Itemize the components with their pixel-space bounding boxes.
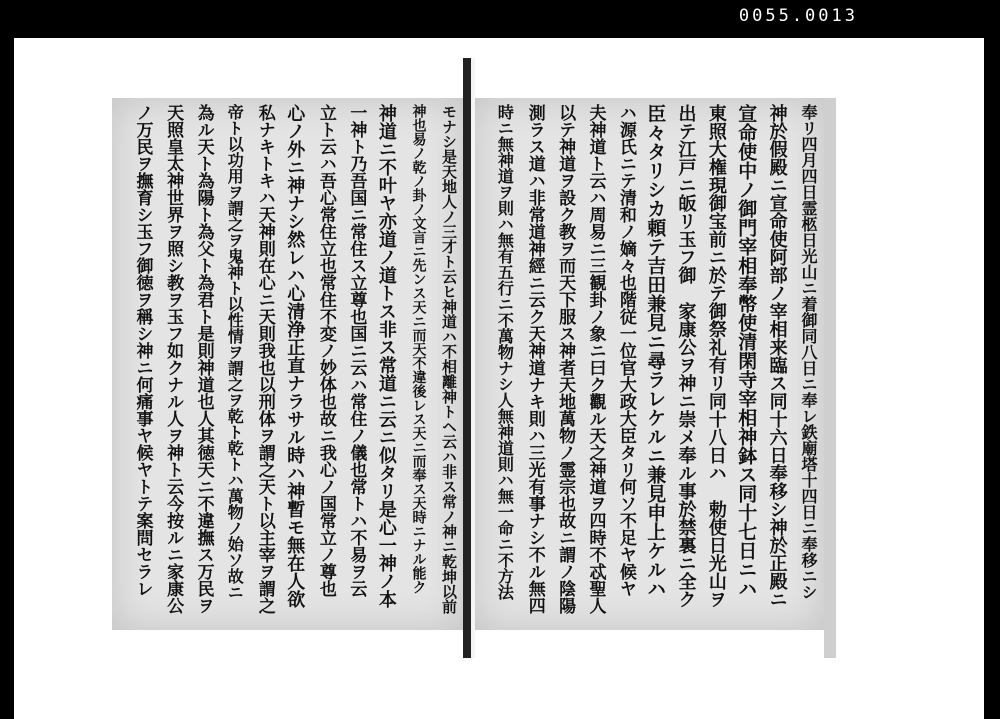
frame-number: 0055.0013 [738,6,858,26]
right-text-column: 東照大権現御宝前ニ於テ御祭礼有リ同十八日ハ 勅使日光山ヲ [705,104,727,608]
right-text-column: 出テ江戸ニ皈リ玉フ御 家康公ヲ神ニ崇メ奉ル事於禁裏ニ全ク [675,104,697,608]
right-text-column: 宣命使中ノ御門宰相奉幣使清閑寺宰相神鉢ス同十七日ニハ [735,104,758,598]
left-text-column: 一神ト乃吾国ニ常住ス立尊也国ニ云ハ常住ノ儀也常トハ不易ヲ云 [346,104,367,597]
left-text-column: 帝ト以功用ヲ謂之ヲ鬼神ト以性情ヲ謂之ヲ乾ト乾トハ萬物ノ始ソ故ニ [225,104,245,600]
right-text-column: ハ源氏ニテ清和ノ嫡々也階従一位官大政大臣タリ何ソ不足ヤ候ヤ [615,104,636,597]
right-text-column: 測ラス道ハ非常道神經ニ云ク天神道ナキ則ハ三光有事ナシ不ル無四 [524,104,545,614]
right-text-column: 臣々タリシカ頼テ吉田兼見ニ尋ラレケルニ兼見申上ケルハ [644,104,667,598]
page-edge-stack [824,98,836,658]
book-spine [463,58,471,658]
right-page [474,98,824,630]
left-text-column: 為ル天ト為陽ト為父ト為君ト是則神道也人其徳天ニ不違撫ス万民ヲ [193,104,214,614]
book-gutter [471,58,475,658]
right-text-column: 時ニ無神道ヲ則ハ無有五行ニ不萬物ナシ人無神道則ハ無一命ニ不方法 [495,104,515,600]
left-text-column: 心ノ外ニ神ナシ然レハ心清浄正直ナラサル時ハ神暫モ無在人欲 [284,104,306,608]
left-text-column: モナシ是天地人ノ三才ト云ヒ神道ハ不相離神トヘ云ハ非ス常ノ神ニ乾坤以前 [440,104,458,614]
right-text-column: 以テ神道ヲ設ク教ヲ而天下服ス神者天地萬物ノ霊宗也故ニ謂ノ陰陽 [555,104,576,614]
left-text-column: 私ナキトキハ天神則在心ニ天則我也以刑体ヲ謂之天ト以主宰ヲ謂之 [254,104,275,614]
left-text-column: 神也易ノ乾ノ卦ノ文言ニ先ンス天ニ而天不違後レス天ニ而奉ス天時ニナル能ク [410,104,427,594]
left-text-column: 天照皇太神世界ヲ照シ教ヲ玉フ如クナル人ヲ神ト云今按ルニ家康公 [163,104,184,614]
left-text-column: ノ万民ヲ撫育シ玉フ御徳ヲ稱シ神ニ何痛事ヤ候ヤトテ案問セラレ [132,104,153,597]
left-text-column: 神道ニ不叶ヤ亦道ノ道トス非ス常道ニ云ニ似タリ是心一神ノ本 [375,104,397,608]
right-text-column: 神於假殿ニ宣命使阿部ノ宰相来臨ス同十六日奉移シ神於正殿ニ [766,104,788,608]
right-text-column: 夫神道ト云ハ周易ニ三観卦ノ象ニ曰ク觀ル天之神道ヲ四時不忒聖人 [585,104,606,614]
left-page [112,98,464,630]
right-text-column: 奉リ四月四日霊柩日光山ニ着御同八日ニ奉レ鉄廟塔十四日ニ奉移ニシ [799,104,818,600]
left-text-column: 立ト云ハ吾心常住立也常住不変ノ妙体也故ニ我心ノ国常立ノ尊也 [315,104,336,597]
